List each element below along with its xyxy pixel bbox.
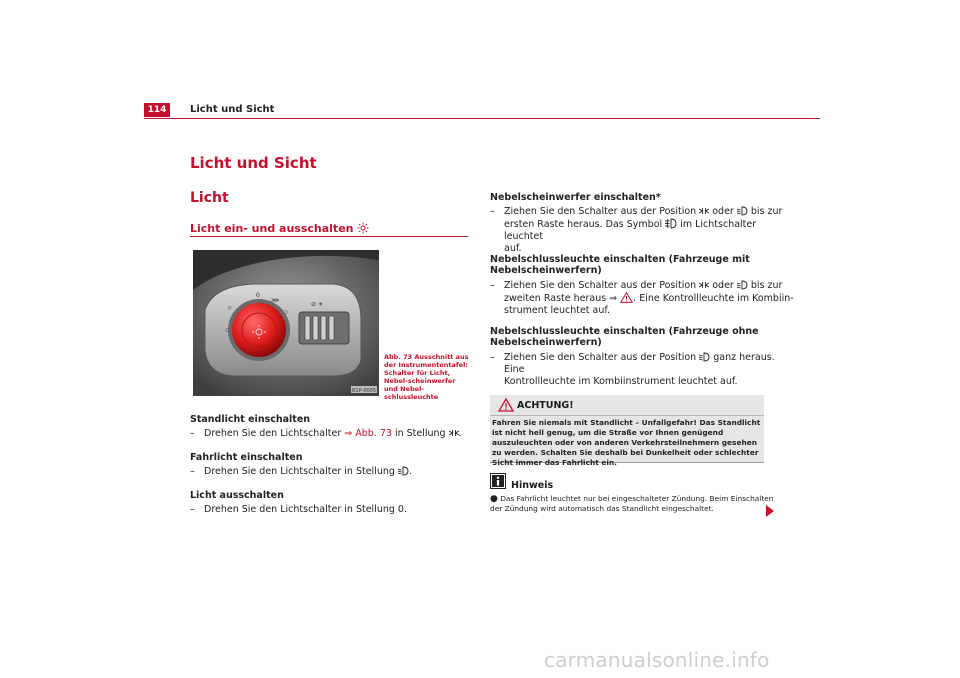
- step-text: .: [408, 466, 412, 477]
- step-text: ersten Raste heraus. Das Symbol: [504, 219, 666, 230]
- step-text: in Stellung: [391, 428, 449, 439]
- step-text: . Eine Kontrollleuchte im Kombiin-: [633, 293, 794, 304]
- step-lights-off: [190, 504, 484, 516]
- sun-icon: [357, 222, 369, 234]
- figure-caption: Abb. 73 Ausschnitt aus der Instrumententafel: Schalter für Licht, Nebel-scheinwerfer und Nebel-schlussleuchte: [384, 353, 469, 401]
- chapter-title: Licht und Sicht: [190, 154, 317, 172]
- figure-code: B1P-0005: [352, 388, 377, 394]
- step-text: zweiten Raste heraus ⇒: [504, 293, 621, 304]
- step-text: Ziehen Sie den Schalter aus der Position: [504, 280, 700, 291]
- dash: –: [190, 428, 195, 439]
- svg-text:⊘ ☀: ⊘ ☀: [311, 301, 324, 308]
- note-text: [490, 494, 780, 514]
- light-switch-illustration: [193, 250, 379, 396]
- page-number: 114: [144, 103, 170, 117]
- step-line: strument leuchtet auf.: [504, 305, 611, 316]
- step-heading-parking-light: Standlicht einschalten: [190, 414, 311, 425]
- warning-title: ACHTUNG!: [517, 400, 574, 411]
- step-heading-rear-fog-with: [490, 254, 750, 276]
- warning-text: Fahren Sie niemals mit Standlicht – Unfallgefahr! Das Standlicht ist nicht hell genug, um die Straße vor Ihnen genügend auszuleuchten oder von anderen Verkehrsteilnehmern gesehen zu werden. Schalten Sie deshalb bei Dunkelheit oder schlechter Sicht immer das Fahrlicht ein.: [492, 418, 761, 467]
- step-text: bis zur: [747, 206, 783, 217]
- step-text: Drehen Sie den Lichtschalter: [204, 428, 345, 439]
- step-rear-fog-with: [490, 280, 794, 317]
- info-icon: [490, 473, 506, 489]
- step-line: [504, 218, 794, 243]
- svg-text:⊃: ⊃: [283, 309, 289, 316]
- parking-light-icon: [449, 429, 459, 438]
- low-beam-icon: [737, 206, 748, 216]
- fog-light-icon: [665, 218, 677, 229]
- step-line: [504, 280, 794, 292]
- step-line: [504, 292, 794, 305]
- note-body: Das Fahrlicht leuchtet nur bei eingeschalteter Zündung. Beim Einschalten der Zündung wird automatisch das Standlicht eingeschaltet.: [490, 494, 774, 513]
- warning-box: [490, 395, 764, 467]
- light-switch-figure: [193, 250, 379, 396]
- step-text: im Lichtschalter leuchtet: [504, 219, 757, 242]
- step-heading-low-beam: Fahrlicht einschalten: [190, 452, 303, 463]
- warning-triangle-icon: [498, 398, 514, 412]
- section-title: Licht: [190, 190, 229, 206]
- heading-line: Nebelscheinwerfern): [490, 337, 602, 348]
- note-title: Hinweis: [511, 480, 554, 491]
- step-heading-lights-off: Licht ausschalten: [190, 490, 284, 501]
- step-heading-rear-fog-without: [490, 326, 759, 348]
- step-line: Kontrollleuchte im Kombiinstrument leuchtet auf.: [504, 376, 738, 387]
- step-low-beam: [190, 466, 484, 478]
- svg-text:⊂: ⊂: [225, 327, 231, 334]
- figure-ref-link[interactable]: ⇒ Abb. 73: [344, 428, 392, 439]
- dash: –: [190, 504, 195, 515]
- heading-line: Nebelschlussleuchte einschalten (Fahrzeuge ohne: [490, 326, 759, 337]
- step-text: oder: [709, 280, 737, 291]
- low-beam-icon: [398, 466, 409, 476]
- heading-line: Nebelscheinwerfern): [490, 265, 602, 276]
- step-fog-lights: [490, 206, 794, 255]
- step-rear-fog-without: [490, 352, 794, 388]
- subsection-title-text: Licht ein- und ausschalten: [190, 222, 354, 235]
- next-page-arrow-icon[interactable]: [766, 505, 774, 517]
- svg-text:☼: ☼: [227, 305, 233, 312]
- dash: –: [490, 280, 495, 291]
- low-beam-icon: [737, 280, 748, 290]
- dash: –: [490, 352, 495, 363]
- dash: –: [490, 206, 495, 217]
- bullet: ●: [490, 494, 498, 504]
- parking-light-icon: [699, 207, 709, 216]
- step-text: Ziehen Sie den Schalter aus der Position: [504, 352, 700, 363]
- low-beam-icon: [699, 352, 710, 362]
- step-text: Drehen Sie den Lichtschalter in Stellung: [204, 466, 398, 477]
- svg-text:⋙: ⋙: [271, 297, 280, 304]
- parking-light-icon: [699, 281, 709, 290]
- step-text: oder: [709, 206, 737, 217]
- step-heading-fog-lights: Nebelscheinwerfer einschalten*: [490, 192, 661, 203]
- step-text: ganz heraus. Eine: [504, 352, 775, 375]
- header-divider: [144, 118, 820, 119]
- step-line: [504, 206, 794, 218]
- step-text: bis zur: [747, 280, 783, 291]
- step-text: Ziehen Sie den Schalter aus der Position: [504, 206, 700, 217]
- heading-line: Nebelschlussleuchte einschalten (Fahrzeuge mit: [490, 254, 750, 265]
- warning-header: [490, 395, 764, 416]
- dash: –: [190, 466, 195, 477]
- step-text: Drehen Sie den Lichtschalter in Stellung 0.: [204, 504, 407, 515]
- subsection-title: [190, 222, 369, 235]
- svg-text:0: 0: [256, 292, 260, 299]
- subsection-divider: [190, 236, 468, 237]
- step-line: [504, 352, 794, 376]
- step-parking-light: [190, 428, 484, 440]
- step-line: auf.: [504, 243, 522, 254]
- warning-triangle-icon[interactable]: [620, 292, 633, 303]
- step-text: .: [458, 428, 462, 439]
- watermark: carmanualsonline.info: [544, 648, 770, 672]
- running-header: Licht und Sicht: [190, 104, 275, 115]
